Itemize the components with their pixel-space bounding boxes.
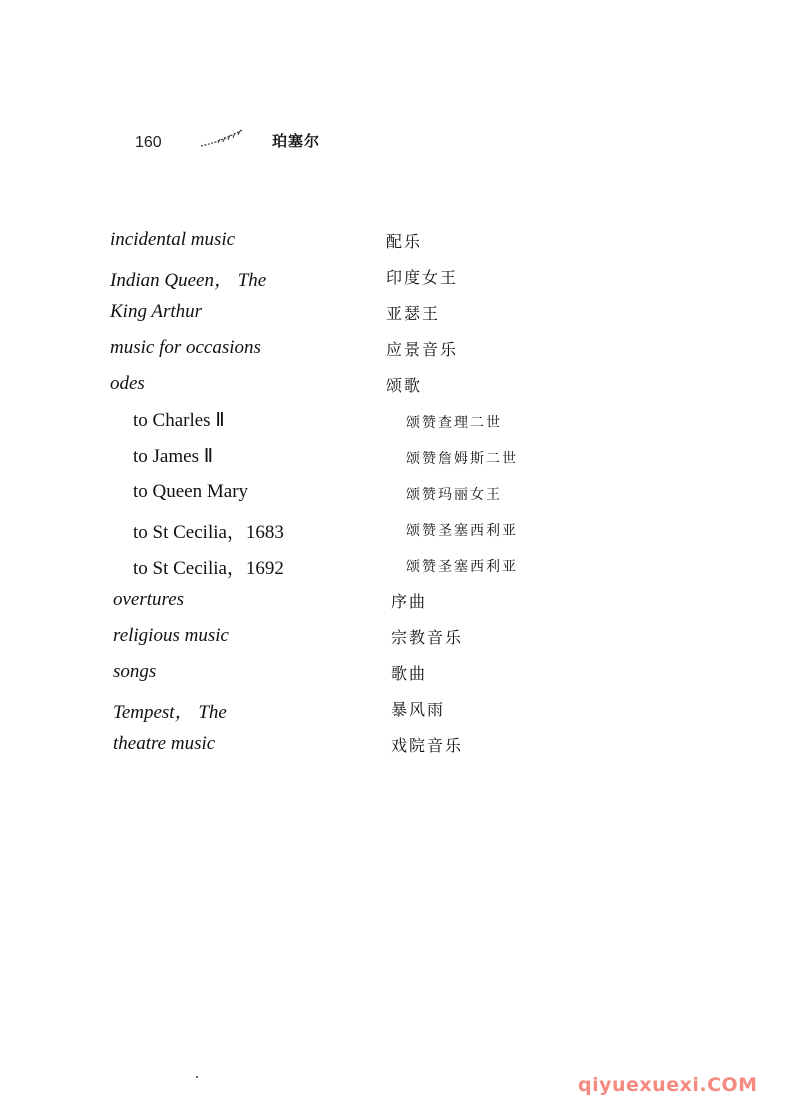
glossary-entry <box>0 625 794 649</box>
entry-english: to St Cecilia，1692 <box>133 558 284 579</box>
entry-chinese: 应景音乐 <box>386 340 459 359</box>
glossary-entry <box>0 373 794 397</box>
glossary-entry <box>0 337 794 361</box>
entry-english: music for occasions <box>110 337 261 358</box>
entry-english: religious music <box>113 625 229 646</box>
entry-english: overtures <box>113 589 185 610</box>
running-title: 珀塞尔 <box>272 132 321 150</box>
entry-english: to St Cecilia，1683 <box>133 522 284 543</box>
entry-english: Indian Queen， The <box>110 270 267 291</box>
entry-chinese: 暴风雨 <box>391 700 446 719</box>
page-number: 160 <box>135 134 162 151</box>
glossary-entry <box>0 301 794 325</box>
entry-chinese: 颂赞玛丽女王 <box>406 487 502 503</box>
entry-english: theatre music <box>113 733 216 754</box>
entry-english: songs <box>113 661 157 682</box>
glossary-entry <box>0 265 794 289</box>
entry-chinese: 印度女王 <box>386 268 459 287</box>
entry-english: to Queen Mary <box>133 481 249 502</box>
glossary-entry <box>0 409 794 433</box>
entry-english: incidental music <box>110 229 236 250</box>
entry-chinese: 宗教音乐 <box>391 628 464 647</box>
scan-speck <box>196 1076 198 1078</box>
entry-chinese: 歌曲 <box>391 664 428 683</box>
entry-english: Tempest， The <box>113 702 227 723</box>
glossary-entry <box>0 733 794 757</box>
entry-chinese: 配乐 <box>386 232 423 251</box>
entry-english: odes <box>110 373 145 394</box>
glossary-entry <box>0 553 794 577</box>
entry-chinese: 颂歌 <box>386 376 423 395</box>
entry-english: to Charles Ⅱ <box>133 410 225 431</box>
entry-english: King Arthur <box>110 301 203 322</box>
watermark: qiyuexuexi.COM <box>578 1074 758 1096</box>
entry-chinese: 序曲 <box>391 592 428 611</box>
glossary-entry <box>0 445 794 469</box>
glossary-entry <box>0 661 794 685</box>
glossary-entry <box>0 229 794 253</box>
glossary-entry <box>0 697 794 721</box>
entry-chinese: 戏院音乐 <box>391 736 464 755</box>
entry-chinese: 颂赞查理二世 <box>406 415 502 431</box>
glossary-entry <box>0 517 794 541</box>
glossary-entry <box>0 589 794 613</box>
glossary-entry <box>0 481 794 505</box>
ornament-icon <box>200 128 244 148</box>
entry-chinese: 颂赞圣塞西利亚 <box>406 523 518 539</box>
entry-english: to James Ⅱ <box>133 446 214 467</box>
entry-chinese: 颂赞圣塞西利亚 <box>406 559 518 575</box>
entry-chinese: 颂赞詹姆斯二世 <box>406 451 518 467</box>
entry-chinese: 亚瑟王 <box>386 304 441 323</box>
